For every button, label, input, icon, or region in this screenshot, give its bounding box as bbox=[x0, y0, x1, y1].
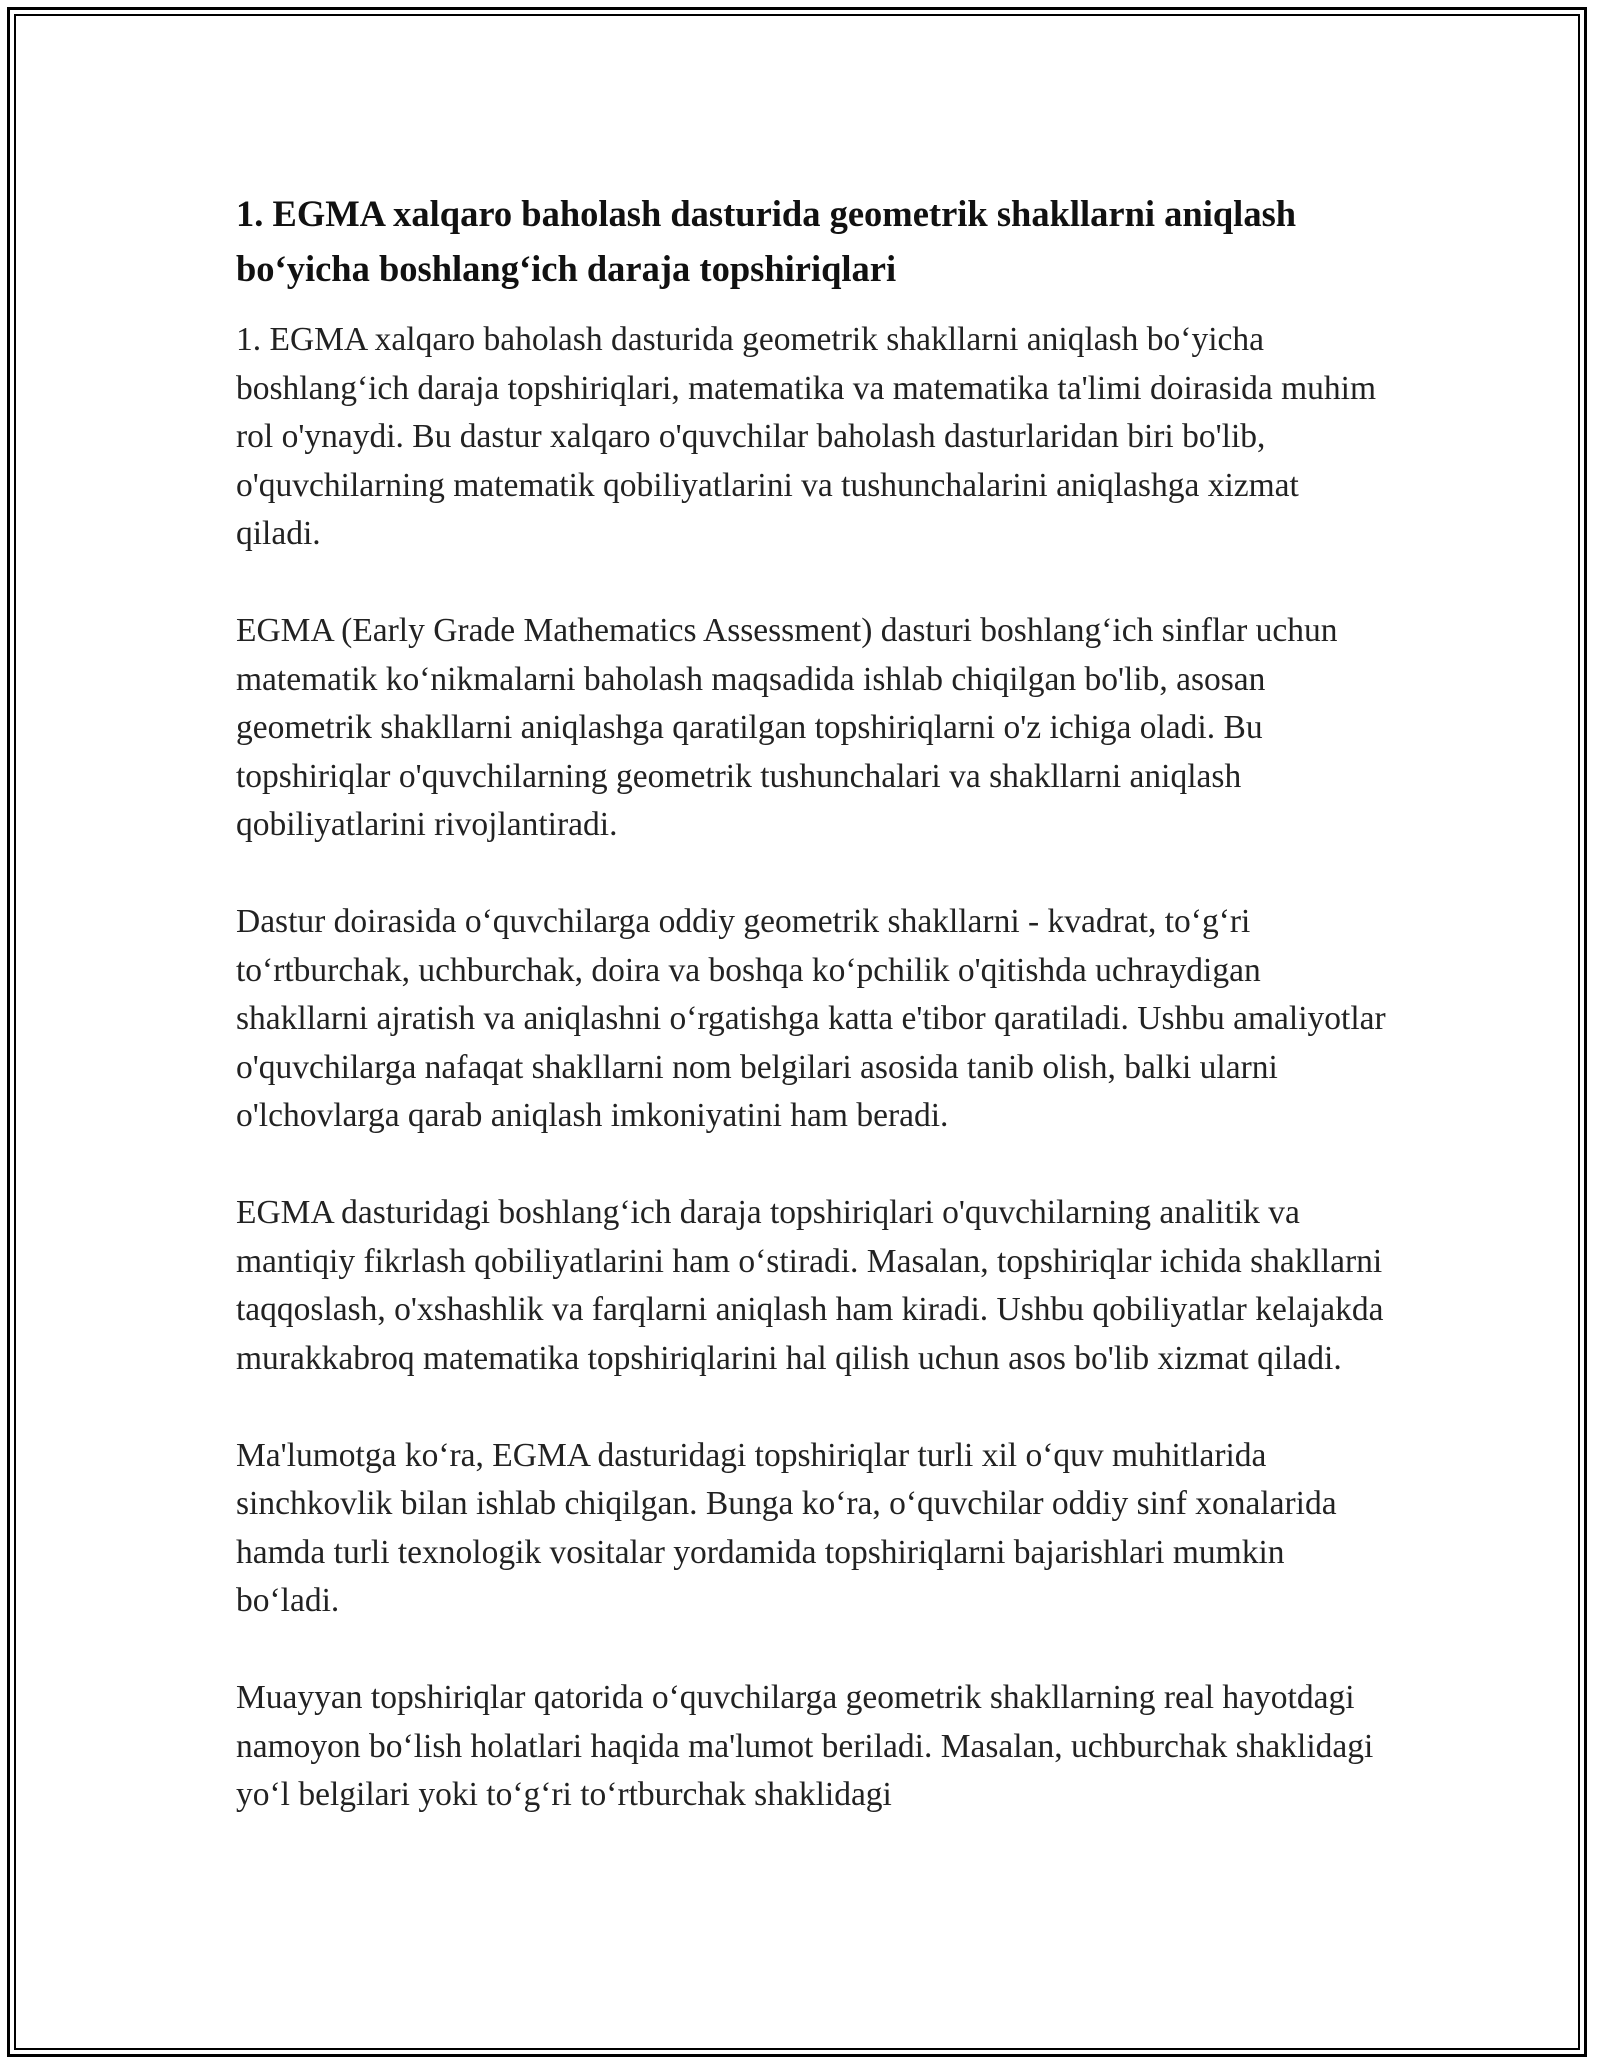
paragraph-3: Dastur doirasida o‘quvchilarga oddiy geometrik shakllarni - kvadrat, to‘g‘ri to‘rtburchak, uchburchak, doira va boshqa ko‘pchilik o'qitishda uchraydigan shakllarni ajratish va aniqlashni o‘rgatishga katta e'tibor qaratiladi. Ushbu amaliyotlar o'quvchilarga nafaqat shakllarni nom belgilari asosida tanib olish, balki ularni o'lchovlarga qarab aniqlash imkoniyatini ham beradi. bbox=[236, 903, 1386, 1134]
paragraph-4: EGMA dasturidagi boshlang‘ich daraja topshiriqlari o'quvchilarning analitik va mantiqiy fikrlash qobiliyatlarini ham o‘stiradi. Masalan, topshiriqlar ichida shakllarni taqqoslash, o'xshashlik va farqlarni aniqlash ham kiradi. Ushbu qobiliyatlar kelajakda murakkabroq matematika topshiriqlarini hal qilish uchun asos bo'lib xizmat qiladi. bbox=[236, 1194, 1384, 1377]
document-title: 1. EGMA xalqaro baholash dasturida geometrik shakllarni aniqlash bo‘yicha boshlang‘ich daraja topshiriqlari bbox=[236, 193, 1297, 289]
paragraph-5: Ma'lumotga ko‘ra, EGMA dasturidagi topshiriqlar turli xil o‘quv muhitlarida sinchkovlik bilan ishlab chiqilgan. Bunga ko‘ra, o‘quvchilar oddiy sinf xonalarida hamda turli texnologik vositalar yordamida topshiriqlarni bajarishlari mumkin bo‘ladi. bbox=[236, 1436, 1337, 1619]
paragraph-2: EGMA (Early Grade Mathematics Assessment) dasturi boshlang‘ich sinflar uchun matematik ko‘nikmalarni baholash maqsadida ishlab chiqilgan bo'lib, asosan geometrik shakllarni aniqlashga qaratilgan topshiriqlarni o'z ichiga oladi. Bu topshiriqlar o'quvchilarning geometrik tushunchalari va shakllarni aniqlash qobiliyatlarini rivojlantiradi. bbox=[236, 612, 1338, 843]
document-body bbox=[236, 186, 1386, 1868]
paragraph-1: 1. EGMA xalqaro baholash dasturida geometrik shakllarni aniqlash bo‘yicha boshlang‘ich daraja topshiriqlari, matematika va matematika ta'limi doirasida muhim rol o'ynaydi. Bu dastur xalqaro o'quvchilar baholash dasturlaridan biri bo'lib, o'quvchilarning matematik qobiliyatlarini va tushunchalarini aniqlashga xizmat qiladi. bbox=[236, 321, 1377, 552]
paragraph-6: Muayyan topshiriqlar qatorida o‘quvchilarga geometrik shakllarning real hayotdagi namoyon bo‘lish holatlari haqida ma'lumot beriladi. Masalan, uchburchak shaklidagi yo‘l belgilari yoki to‘g‘ri to‘rtburchak shaklidagi bbox=[236, 1679, 1374, 1813]
